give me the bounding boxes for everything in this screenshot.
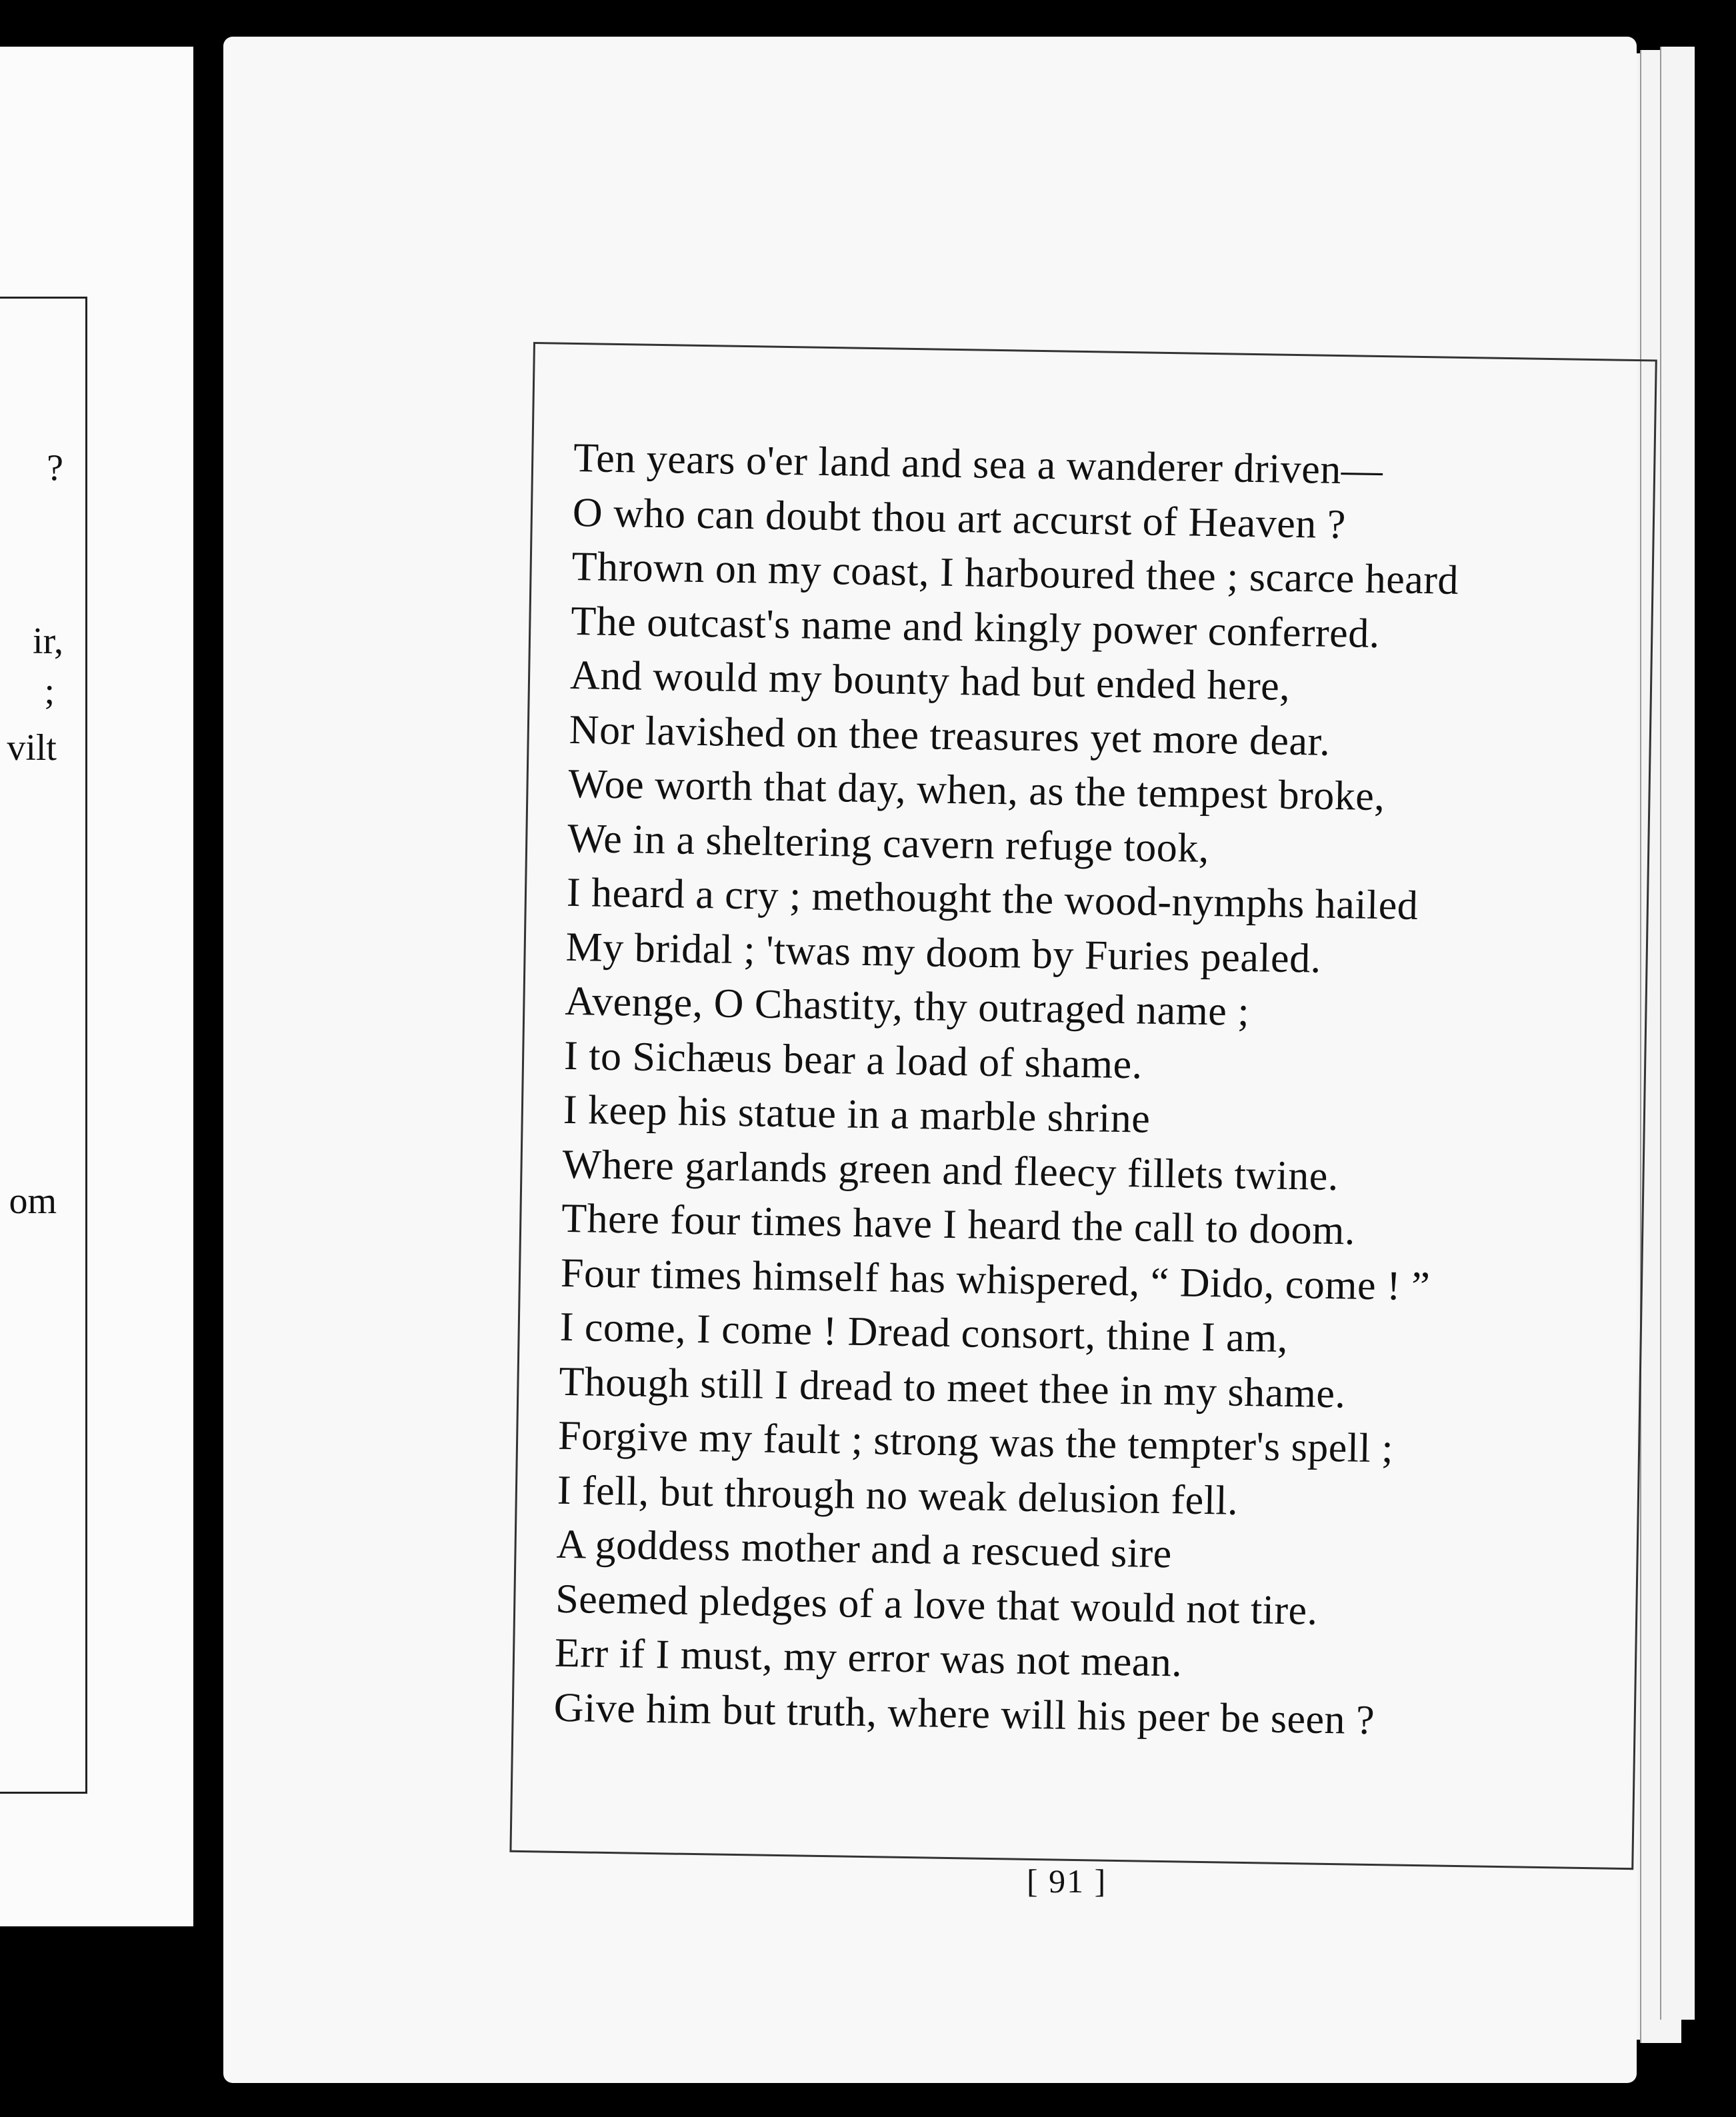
poem-line: I keep his statue in a marble shrine (563, 1086, 1151, 1142)
facing-page-frame (0, 297, 87, 1794)
poem-frame (509, 342, 1657, 1870)
facing-page (0, 47, 193, 1926)
poem-line: I come, I come ! Dread consort, thine I am, (559, 1304, 1289, 1361)
poem-line: Four times himself has whispered, “ Dido, come ! ” (560, 1250, 1431, 1309)
poem-line: Woe worth that day, when, as the tempest broke, (568, 761, 1385, 820)
poem-line: The outcast's name and kingly power conferred. (570, 598, 1381, 657)
poem-line: Seemed pledges of a love that would not tire. (555, 1576, 1319, 1634)
poem-line: Ten years o'er land and sea a wanderer driven— (573, 435, 1383, 494)
poem-line: We in a sheltering cavern refuge took, (567, 815, 1210, 871)
facing-page-fragment: vilt (7, 727, 57, 769)
poem-line: Though still I dread to meet thee in my shame. (558, 1358, 1346, 1416)
poem-line: Avenge, O Chastity, thy outraged name ; (564, 978, 1250, 1035)
poem-text (553, 431, 1461, 1749)
facing-page-fragment: om (9, 1180, 57, 1222)
poem-line: And would my bounty had but ended here, (569, 652, 1291, 709)
book-page (223, 37, 1637, 2083)
page-edge (1660, 47, 1695, 2020)
facing-page-fragment: ? (47, 447, 63, 489)
poem-line: Thrown on my coast, I harboured thee ; scarce heard (571, 543, 1459, 603)
facing-page-fragment: ir, (33, 621, 63, 662)
poem-line: Give him but truth, where will his peer be seen ? (553, 1684, 1375, 1743)
poem-line: A goddess mother and a rescued sire (556, 1521, 1173, 1577)
poem-line: Err if I must, my error was not mean. (554, 1630, 1183, 1686)
poem-line: Where garlands green and fleecy fillets twine. (562, 1141, 1339, 1199)
poem-line: O who can doubt thou art accurst of Heaven ? (572, 489, 1347, 547)
poem-line: I to Sichæus bear a load of shame. (563, 1033, 1143, 1087)
poem-line: I fell, but through no weak delusion fell. (557, 1467, 1239, 1524)
page-number: [ 91 ] (1027, 1862, 1107, 1900)
poem-line: Forgive my fault ; strong was the tempter's spell ; (557, 1412, 1394, 1472)
poem-line: Nor lavished on thee treasures yet more dear. (569, 707, 1331, 765)
facing-page-fragment: ; (44, 671, 55, 712)
poem-line: I heard a cry ; methought the wood-nymphs hailed (566, 869, 1419, 929)
poem-line: There four times have I heard the call to doom. (561, 1195, 1356, 1254)
poem-line: My bridal ; 'twas my doom by Furies pealed. (565, 924, 1322, 982)
